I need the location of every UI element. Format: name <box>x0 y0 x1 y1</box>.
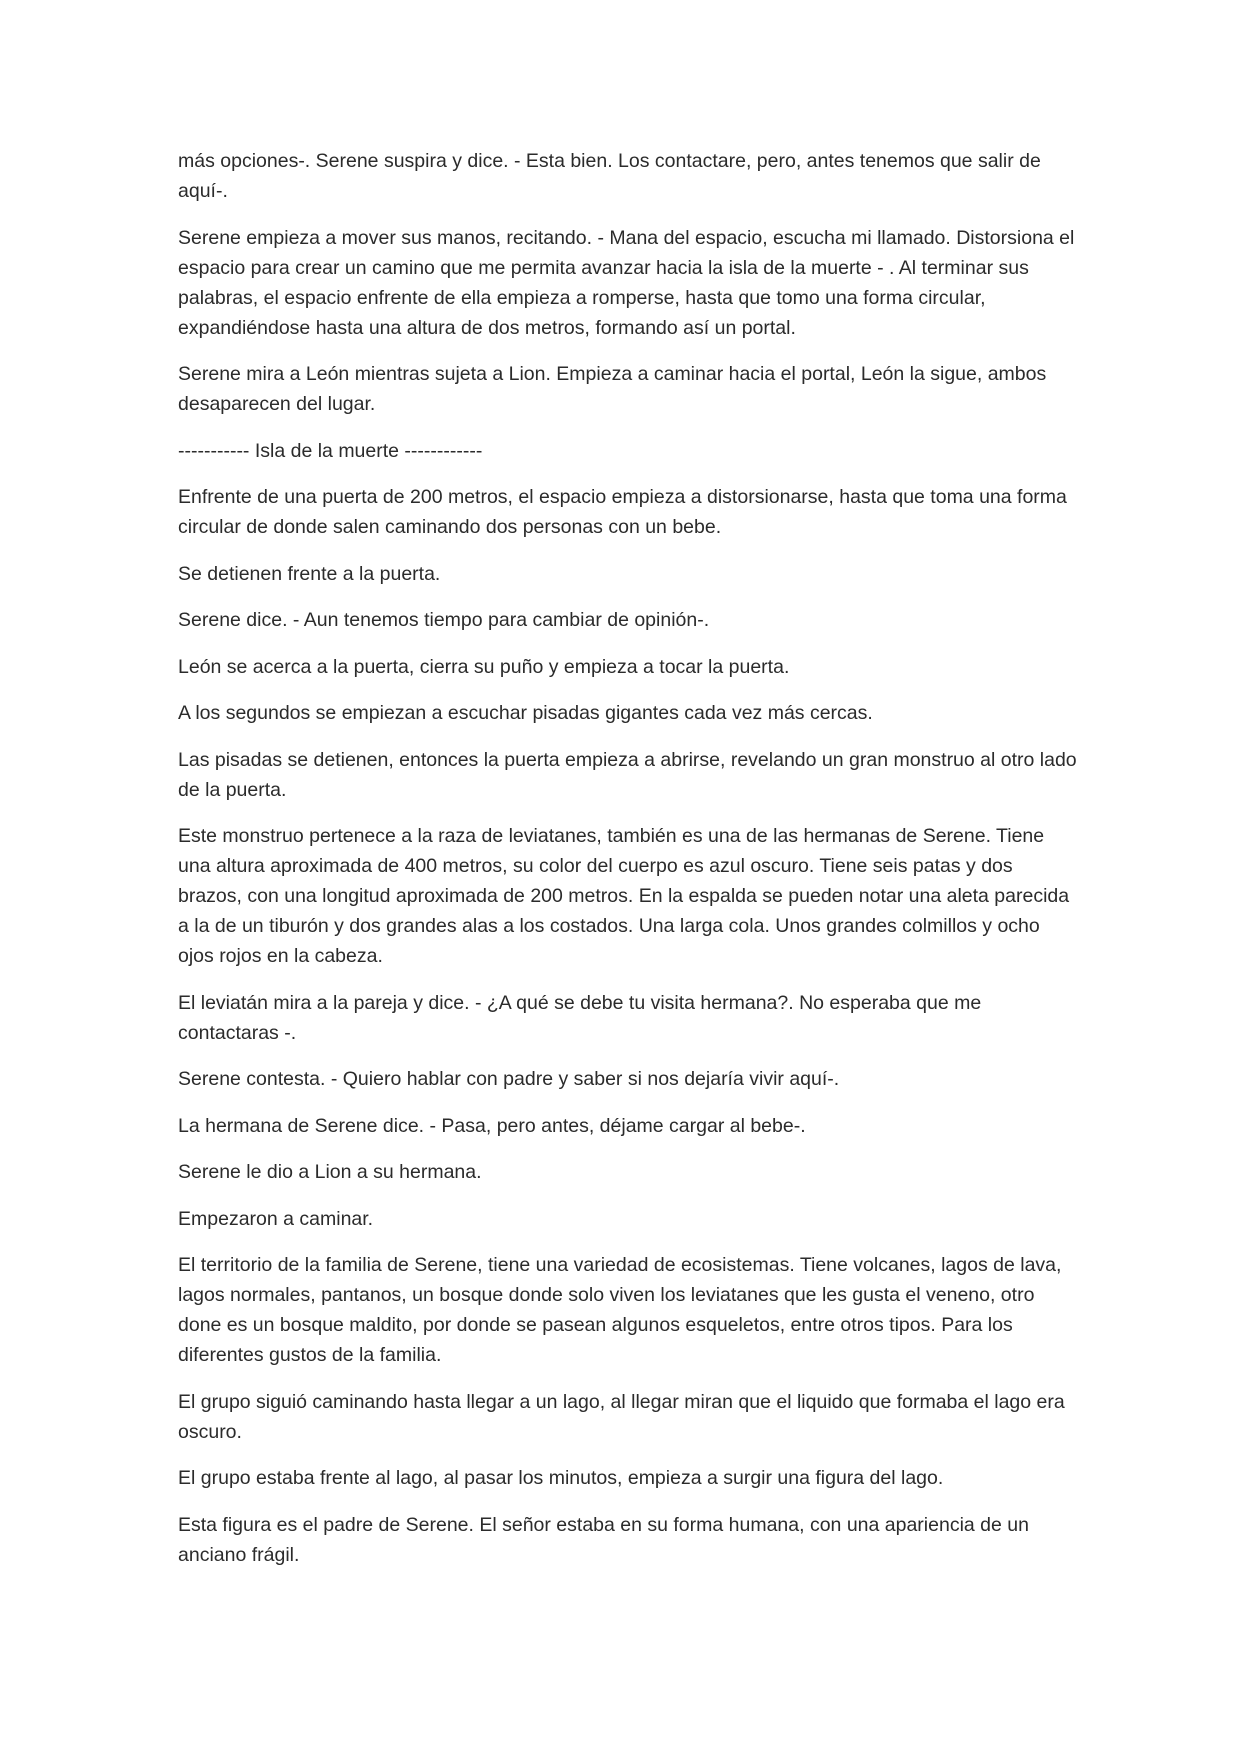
paragraph: El grupo siguió caminando hasta llegar a un lago, al llegar miran que el liquido que formaba el lago era oscuro. <box>178 1390 1065 1443</box>
paragraph: Se detienen frente a la puerta. <box>178 562 441 585</box>
paragraph: Serene mira a León mientras sujeta a Lion. Empieza a caminar hacia el portal, León la sigue, ambos desaparecen del lugar. <box>178 363 1047 415</box>
paragraph: Serene contesta. - Quiero hablar con padre y saber si nos dejaría vivir aquí-. <box>178 1068 840 1090</box>
paragraph: El leviatán mira a la pareja y dice. - ¿A qué se debe tu visita hermana?. No esperaba que me contactaras -. <box>178 991 982 1044</box>
document-body <box>178 146 1078 1586</box>
paragraph: León se acerca a la puerta, cierra su puño y empieza a tocar la puerta. <box>178 655 790 678</box>
paragraph: Serene empieza a mover sus manos, recitando. - Mana del espacio, escucha mi llamado. Distorsiona el espacio para crear un camino que me permita avanzar hacia la isla de la muerte - . Al terminar sus palabras, el espacio enfrente de ella empieza a romperse, hasta que tomo una forma circular, expandiéndose hasta una altura de dos metros, formando así un portal. <box>178 226 1075 339</box>
paragraph: La hermana de Serene dice. - Pasa, pero antes, déjame cargar al bebe-. <box>178 1114 806 1137</box>
paragraph: A los segundos se empiezan a escuchar pisadas gigantes cada vez más cercas. <box>178 702 873 724</box>
paragraph: Este monstruo pertenece a la raza de leviatanes, también es una de las hermanas de Serene. Tiene una altura aproximada de 400 metros, su color del cuerpo es azul oscuro. Tiene seis patas y dos brazos, con una longitud aproximada de 200 metros. En la espalda se pueden notar una aleta parecida a la de un tiburón y dos grandes alas a los costados. Una larga cola. Unos grandes colmillos y ocho ojos rojos en la cabeza. <box>178 825 1070 967</box>
paragraph: más opciones-. Serene suspira y dice. - Esta bien. Los contactare, pero, antes tenemos que salir de aquí-. <box>178 150 1041 202</box>
paragraph: Serene le dio a Lion a su hermana. <box>178 1161 482 1183</box>
section-divider: ----------- Isla de la muerte ------------ <box>178 439 483 462</box>
paragraph: Esta figura es el padre de Serene. El señor estaba en su forma humana, con una apariencia de un anciano frágil. <box>178 1513 1029 1566</box>
paragraph: Enfrente de una puerta de 200 metros, el espacio empieza a distorsionarse, hasta que toma una forma circular de donde salen caminando dos personas con un bebe. <box>178 486 1067 538</box>
paragraph: Las pisadas se detienen, entonces la puerta empieza a abrirse, revelando un gran monstruo al otro lado de la puerta. <box>178 748 1077 801</box>
paragraph: El grupo estaba frente al lago, al pasar los minutos, empieza a surgir una figura del lago. <box>178 1467 944 1489</box>
paragraph: El territorio de la familia de Serene, tiene una variedad de ecosistemas. Tiene volcanes, lagos de lava, lagos normales, pantanos, un bosque donde solo viven los leviatanes que les gusta el veneno, otro done es un bosque maldito, por donde se pasean algunos esqueletos, entre otros tipos. Para los diferentes gustos de la familia. <box>178 1254 1062 1366</box>
paragraph: Empezaron a caminar. <box>178 1207 374 1230</box>
paragraph: Serene dice. - Aun tenemos tiempo para cambiar de opinión-. <box>178 609 710 631</box>
